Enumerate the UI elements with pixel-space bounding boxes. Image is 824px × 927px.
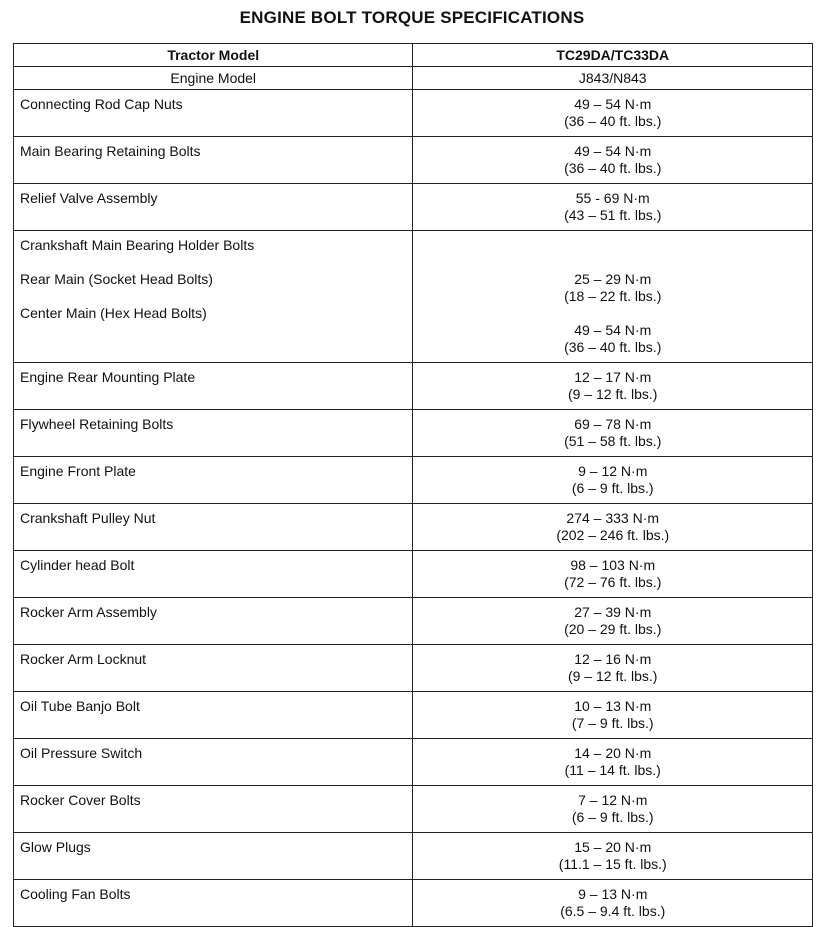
row-label: Oil Pressure Switch [14,739,413,786]
value-nm: 10 – 13 N·m [574,698,652,714]
table-row [14,363,813,410]
row-value [413,739,813,786]
rear-main-nm: 25 – 29 N·m [574,271,652,287]
crankshaft-holder-values [413,231,813,363]
row-label: Rocker Cover Bolts [14,786,413,833]
center-main-label: Center Main (Hex Head Bolts) [20,305,207,321]
row-label: Connecting Rod Cap Nuts [14,90,413,137]
table-row [14,786,813,833]
value-ftlb: (6.5 – 9.4 ft. lbs.) [560,903,666,919]
value-ftlb: (7 – 9 ft. lbs.) [571,715,654,731]
table-row [14,90,813,137]
row-label: Glow Plugs [14,833,413,880]
row-value [413,410,813,457]
table-row [14,410,813,457]
table-header-row [14,44,813,67]
value-ftlb: (51 – 58 ft. lbs.) [564,433,662,449]
value-nm: 49 – 54 N·m [574,96,652,112]
row-value [413,598,813,645]
value-nm: 9 – 13 N·m [578,886,648,902]
table-row [14,137,813,184]
row-label: Cooling Fan Bolts [14,880,413,927]
value-nm: 14 – 20 N·m [574,745,652,761]
crankshaft-holder-label: Crankshaft Main Bearing Holder Bolts [20,237,255,253]
value-ftlb: (43 – 51 ft. lbs.) [564,207,662,223]
table-row [14,457,813,504]
row-value [413,645,813,692]
value-ftlb: (6 – 9 ft. lbs.) [571,809,654,825]
row-value [413,692,813,739]
table-row [14,551,813,598]
value-nm: 12 – 16 N·m [574,651,652,667]
value-ftlb: (6 – 9 ft. lbs.) [571,480,654,496]
rear-main-ftlb: (18 – 22 ft. lbs.) [564,288,662,304]
row-value [413,184,813,231]
row-label: Oil Tube Banjo Bolt [14,692,413,739]
value-ftlb: (36 – 40 ft. lbs.) [564,160,662,176]
engine-model-label: Engine Model [14,67,413,90]
value-nm: 49 – 54 N·m [574,143,652,159]
center-main-ftlb: (36 – 40 ft. lbs.) [564,339,662,355]
value-ftlb: (202 – 246 ft. lbs.) [556,527,670,543]
center-main-nm: 49 – 54 N·m [574,322,652,338]
value-nm: 15 – 20 N·m [574,839,652,855]
value-ftlb: (9 – 12 ft. lbs.) [567,668,658,684]
row-label: Cylinder head Bolt [14,551,413,598]
table-row [14,504,813,551]
table-row [14,880,813,927]
value-ftlb: (11 – 14 ft. lbs.) [564,762,661,778]
table-row [14,645,813,692]
row-label: Crankshaft Pulley Nut [14,504,413,551]
row-label: Rocker Arm Assembly [14,598,413,645]
row-label: Main Bearing Retaining Bolts [14,137,413,184]
crankshaft-holder-row [14,231,813,363]
engine-model-row [14,67,813,90]
table-row [14,739,813,786]
value-nm: 274 – 333 N·m [566,510,660,526]
row-value [413,880,813,927]
torque-spec-table [13,43,813,927]
row-value [413,833,813,880]
value-nm: 98 – 103 N·m [570,557,656,573]
engine-model-value: J843/N843 [413,67,813,90]
row-value [413,90,813,137]
row-label: Rocker Arm Locknut [14,645,413,692]
row-label: Engine Rear Mounting Plate [14,363,413,410]
rear-main-label: Rear Main (Socket Head Bolts) [20,271,213,287]
page-title: ENGINE BOLT TORQUE SPECIFICATIONS [239,8,585,27]
row-label: Flywheel Retaining Bolts [14,410,413,457]
table-row [14,598,813,645]
value-ftlb: (20 – 29 ft. lbs.) [564,621,662,637]
table-row [14,184,813,231]
value-nm: 12 – 17 N·m [574,369,652,385]
row-value [413,457,813,504]
row-label: Engine Front Plate [14,457,413,504]
table-row [14,833,813,880]
row-value [413,363,813,410]
value-ftlb: (72 – 76 ft. lbs.) [564,574,662,590]
row-value [413,137,813,184]
row-value [413,504,813,551]
value-nm: 7 – 12 N·m [578,792,648,808]
row-value [413,551,813,598]
table-row [14,692,813,739]
value-nm: 55 - 69 N·m [575,190,650,206]
value-ftlb: (9 – 12 ft. lbs.) [567,386,658,402]
crankshaft-holder-labels [14,231,413,363]
value-nm: 27 – 39 N·m [574,604,652,620]
value-nm: 9 – 12 N·m [578,463,648,479]
value-nm: 69 – 78 N·m [574,416,652,432]
row-label: Relief Valve Assembly [14,184,413,231]
value-ftlb: (11.1 – 15 ft. lbs.) [558,856,667,872]
value-ftlb: (36 – 40 ft. lbs.) [564,113,662,129]
header-model-code: TC29DA/TC33DA [413,44,813,67]
header-tractor-model: Tractor Model [14,44,413,67]
row-value [413,786,813,833]
